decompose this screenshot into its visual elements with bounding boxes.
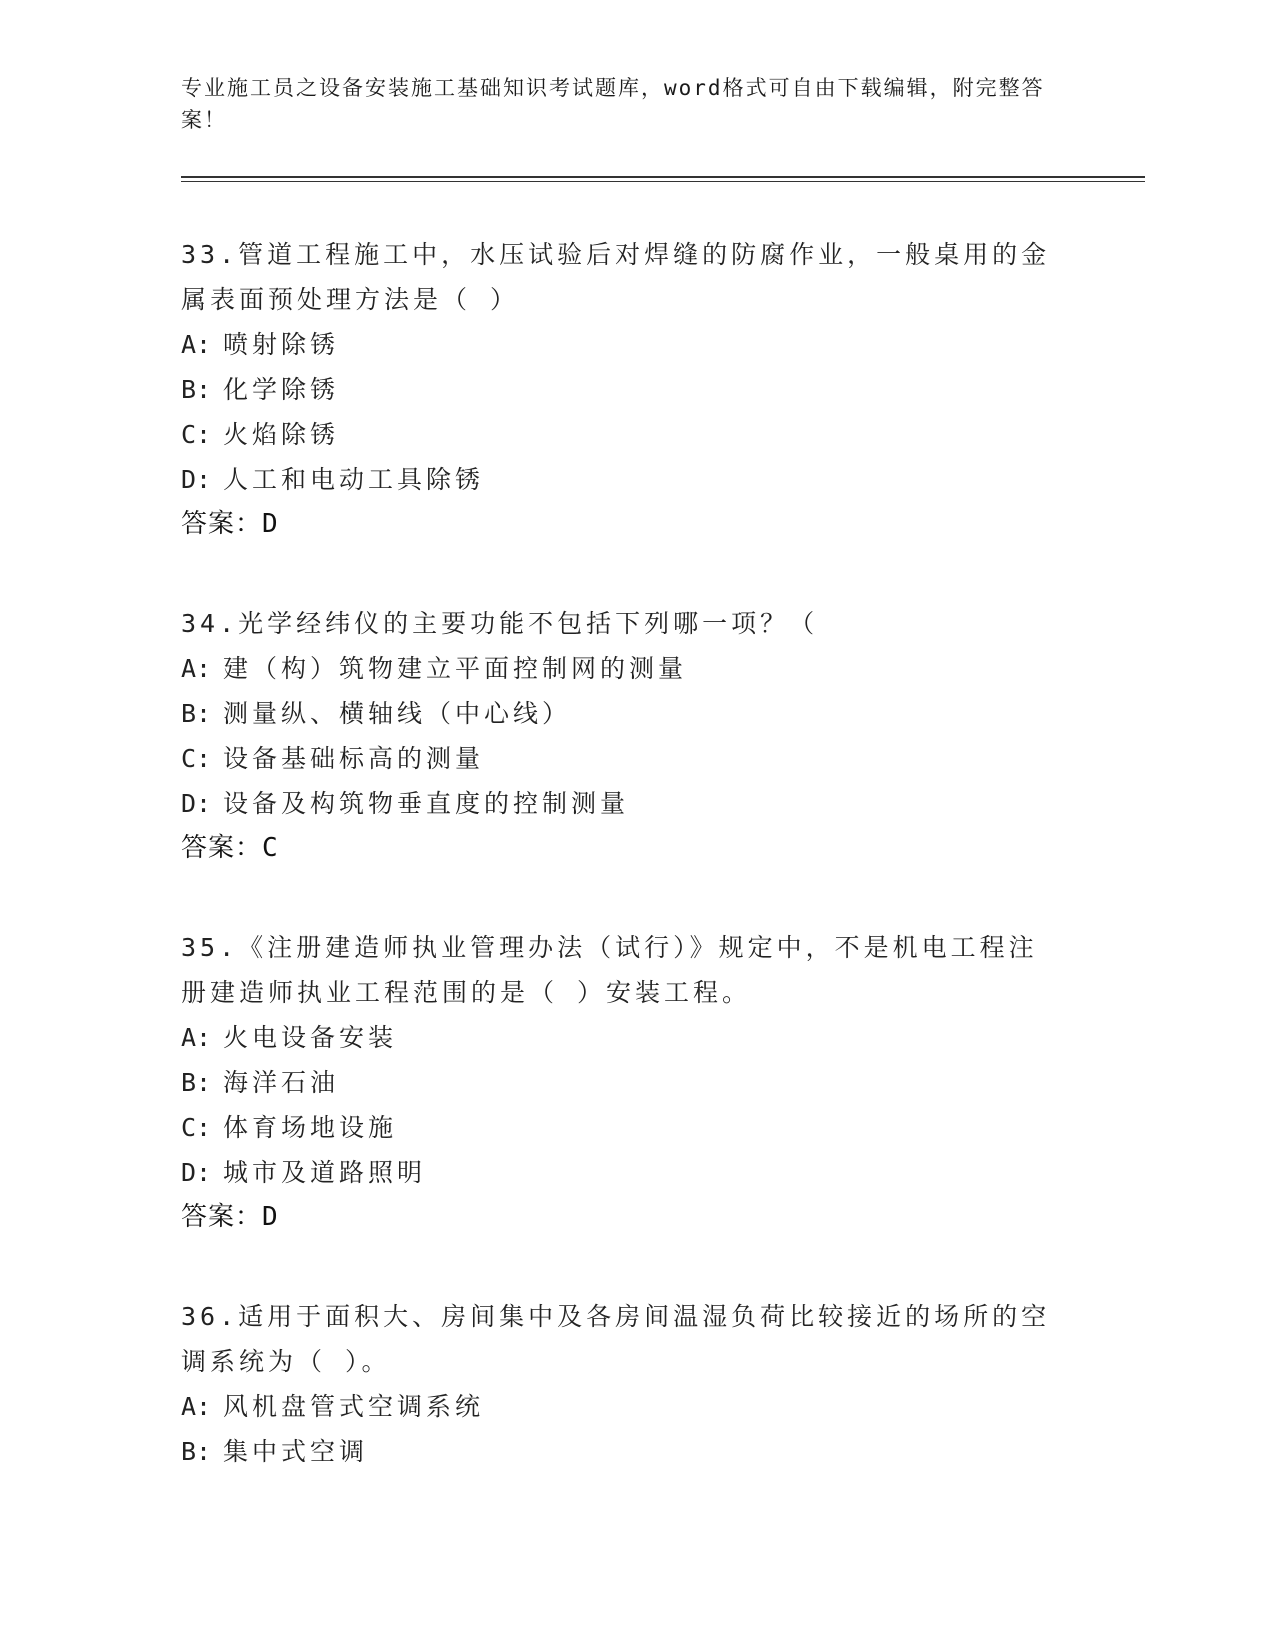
question-35 [181,925,1081,1240]
question-text: 34.光学经纬仪的主要功能不包括下列哪一项？（ [181,609,819,638]
option-letter: A: [181,1023,212,1052]
header-divider-thin [181,181,1145,182]
option-c [181,736,1081,781]
question-text: 33.管道工程施工中，水压试验后对焊缝的防腐作业，一般桌用的金属表面预处理方法是（ ） [181,240,1051,314]
question-34 [181,601,1081,871]
option-letter: B: [181,1437,212,1466]
option-d [181,457,1081,502]
option-text: 火焰除锈 [223,420,340,449]
answer-line [181,1195,1081,1240]
answer-label: 答案： [181,833,263,863]
option-b [181,367,1081,412]
option-letter: D: [181,789,212,818]
option-letter: B: [181,1068,212,1097]
option-a [181,322,1081,367]
question-36 [181,1294,1081,1474]
answer-label: 答案： [181,1202,263,1232]
option-letter: C: [181,1113,212,1142]
option-letter: B: [181,699,212,728]
option-letter: A: [181,1392,212,1421]
option-text: 设备基础标高的测量 [223,744,485,773]
option-text: 体育场地设施 [223,1113,398,1142]
option-letter: A: [181,330,212,359]
option-a [181,1384,1081,1429]
header-divider-thick [181,176,1145,178]
option-c [181,1105,1081,1150]
option-text: 测量纵、横轴线（中心线） [223,699,572,728]
option-text: 设备及构筑物垂直度的控制测量 [223,789,630,818]
option-letter: B: [181,375,212,404]
option-b [181,691,1081,736]
option-d [181,781,1081,826]
answer-value: C [262,833,279,863]
option-text: 建（构）筑物建立平面控制网的测量 [223,654,688,683]
option-letter: A: [181,654,212,683]
option-b [181,1429,1081,1474]
option-letter: D: [181,1158,212,1187]
option-letter: C: [181,420,212,449]
option-text: 火电设备安装 [223,1023,398,1052]
option-a [181,1015,1081,1060]
answer-line [181,826,1081,871]
option-text: 喷射除锈 [223,330,340,359]
option-text: 海洋石油 [223,1068,340,1097]
answer-line [181,502,1081,547]
option-c [181,412,1081,457]
question-text: 36.适用于面积大、房间集中及各房间温湿负荷比较接近的场所的空调系统为（ ）。 [181,1302,1051,1376]
option-a [181,646,1081,691]
question-text: 35.《注册建造师执业管理办法（试行）》规定中，不是机电工程注册建造师执业工程范围的是（ ）安装工程。 [181,933,1038,1007]
option-text: 城市及道路照明 [223,1158,427,1187]
option-text: 人工和电动工具除锈 [223,465,485,494]
answer-value: D [262,509,279,539]
document-header: 专业施工员之设备安装施工基础知识考试题库，word格式可自由下载编辑，附完整答案！ [181,76,1045,132]
answer-label: 答案： [181,509,263,539]
question-33 [181,232,1081,547]
option-letter: D: [181,465,212,494]
question-list [181,232,1081,1528]
answer-value: D [262,1202,279,1232]
option-d [181,1150,1081,1195]
option-text: 化学除锈 [223,375,340,404]
option-text: 集中式空调 [223,1437,369,1466]
option-text: 风机盘管式空调系统 [223,1392,485,1421]
option-b [181,1060,1081,1105]
option-letter: C: [181,744,212,773]
